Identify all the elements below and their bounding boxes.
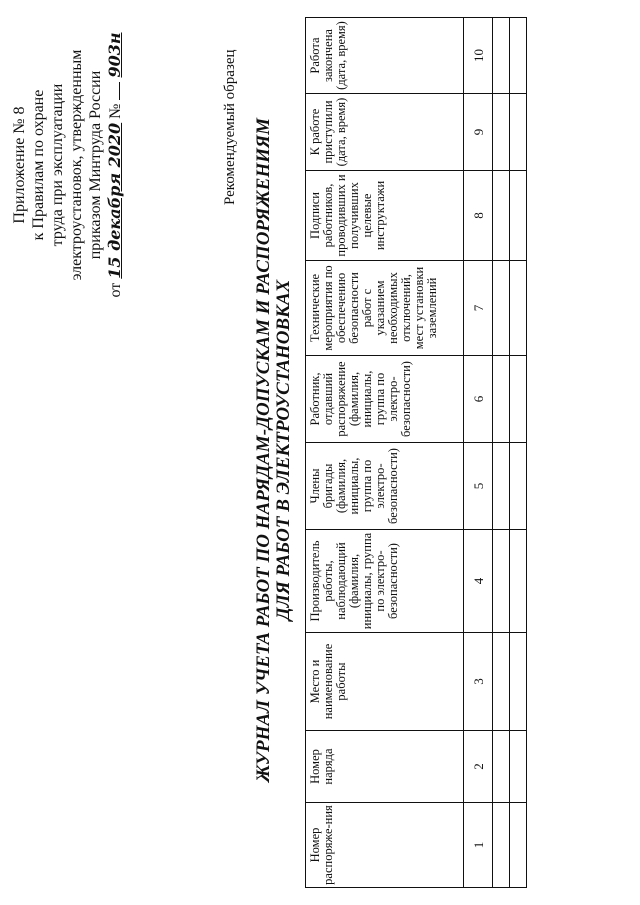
date-prefix: от [107, 282, 124, 298]
empty-cell [510, 530, 527, 633]
empty-cell [493, 94, 510, 171]
empty-cell [493, 803, 510, 888]
column-number-cell: 8 [464, 171, 493, 261]
recommended-sample-label: Рекомендуемый образец [222, 49, 238, 205]
empty-cell [510, 171, 527, 261]
column-number-cell: 5 [464, 443, 493, 530]
empty-cell [493, 731, 510, 803]
number-blank-line [119, 82, 120, 100]
empty-cell [510, 356, 527, 443]
empty-table-row [510, 18, 527, 888]
header-cell: Технические мероприятия по обеспечению безопасности работ с указанием необходимых отключений, мест установки заземлений [306, 261, 464, 356]
header-cell: Работник, отдавший распоряжение (фамилия, инициалы, группа по электро-безопасности) [306, 356, 464, 443]
empty-cell [510, 731, 527, 803]
column-number-cell: 6 [464, 356, 493, 443]
appendix-line-2: к Правилам по охране [30, 89, 47, 241]
empty-cell [510, 633, 527, 731]
empty-cell [510, 443, 527, 530]
empty-cell [510, 803, 527, 888]
header-cell: Номер распоряже-ния [306, 803, 464, 888]
empty-table-row [493, 18, 510, 888]
column-number-cell: 2 [464, 731, 493, 803]
empty-cell [493, 261, 510, 356]
empty-cell [510, 18, 527, 94]
column-number-cell: 10 [464, 18, 493, 94]
column-number-cell: 9 [464, 94, 493, 171]
header-cell: Подписи работников, проводивших и получивших целевые инструктажи [306, 171, 464, 261]
empty-cell [493, 633, 510, 731]
handwritten-date: 15 декабря 2020 [105, 122, 124, 279]
empty-cell [493, 530, 510, 633]
header-cell: Производитель работы, наблюдающий (фамилия, инициалы, группа по электро-безопасности) [306, 530, 464, 633]
title-line-2: ДЛЯ РАБОТ В ЭЛЕКТРОУСТАНОВКАХ [273, 279, 294, 621]
title-line-1: ЖУРНАЛ УЧЕТА РАБОТ ПО НАРЯДАМ-ДОПУСКАМ И РАСПОРЯЖЕНИЯМ [253, 117, 274, 783]
header-cell: Работа закончена (дата, время) [306, 18, 464, 94]
appendix-line-5: приказом Минтруда России [87, 70, 104, 260]
empty-cell [493, 171, 510, 261]
empty-cell [510, 94, 527, 171]
header-cell: Номер наряда [306, 731, 464, 803]
header-cell: Место и наименование работы [306, 633, 464, 731]
appendix-line-1: Приложение № 8 [11, 106, 28, 224]
empty-cell [493, 356, 510, 443]
handwritten-number: 903н [105, 32, 124, 78]
header-row [306, 18, 464, 888]
appendix-block [10, 25, 125, 305]
column-number-cell: 7 [464, 261, 493, 356]
column-number-cell: 3 [464, 633, 493, 731]
journal-table [305, 17, 527, 888]
journal-title [254, 75, 294, 825]
appendix-date-row [105, 25, 125, 305]
column-number-cell: 1 [464, 803, 493, 888]
column-number-cell: 4 [464, 530, 493, 633]
empty-cell [510, 261, 527, 356]
empty-cell [493, 18, 510, 94]
number-prefix: № [107, 103, 124, 119]
header-cell: Члены бригады (фамилия, инициалы, группа по электро-безопасности) [306, 443, 464, 530]
appendix-line-4: электроустановок, утвержденным [68, 49, 85, 281]
appendix-line-3: труда при эксплуатации [49, 83, 66, 247]
header-cell: К работе приступили (дата, время) [306, 94, 464, 171]
empty-cell [493, 443, 510, 530]
column-number-row [464, 18, 493, 888]
